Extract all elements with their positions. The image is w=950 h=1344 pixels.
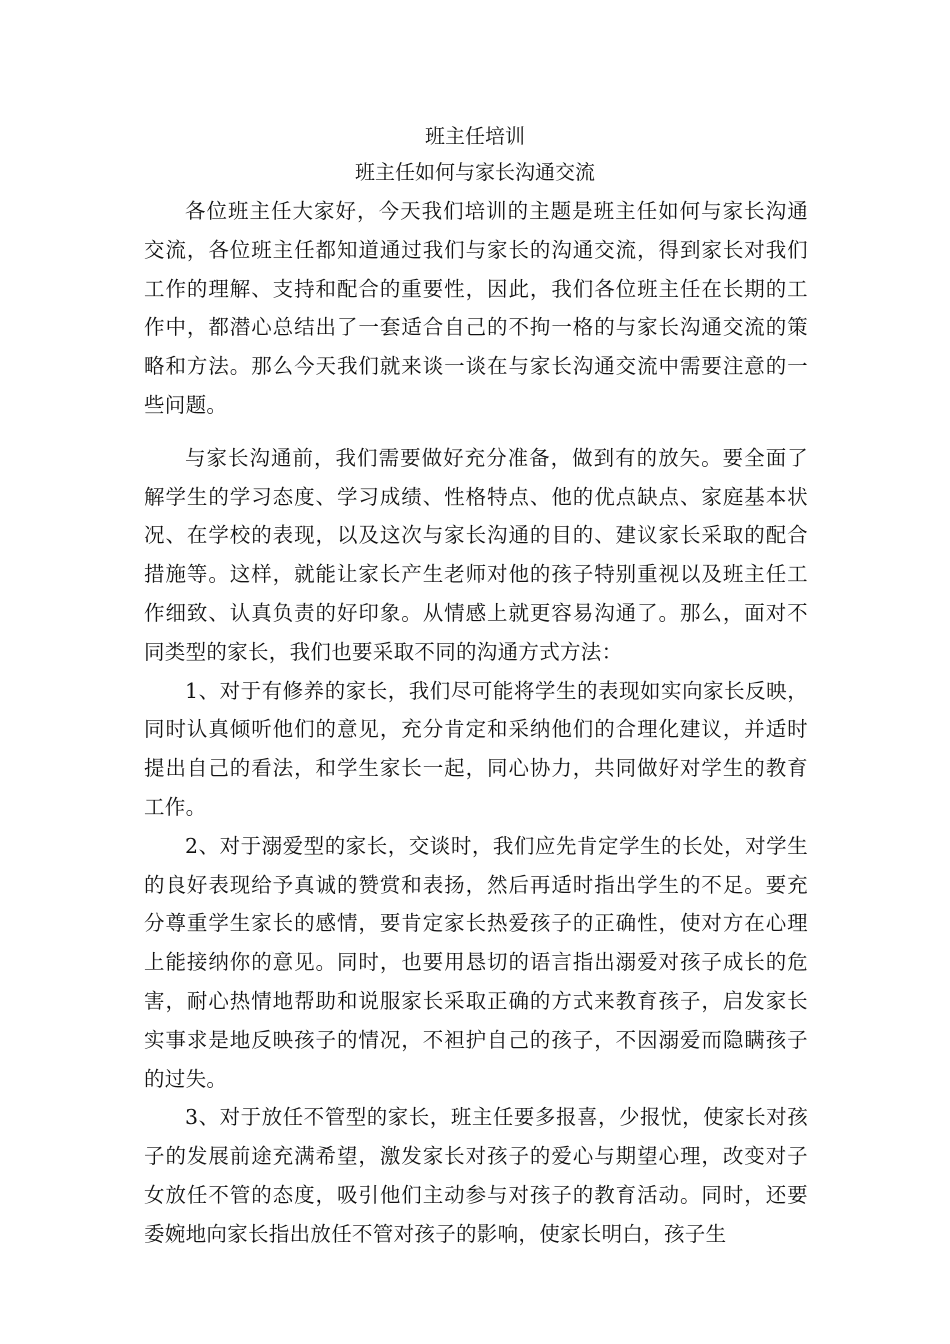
document-subtitle: 班主任如何与家长沟通交流: [355, 160, 595, 184]
paragraph-item-3: 3、对于放任不管型的家长，班主任要多报喜，少报忧，使家长对孩子的发展前途充满希望，激发家长对孩子的爱心与期望心理，改变对子女放任不管的态度，吸引他们主动参与对孩子的教育活动。同时，还要委婉地向家长指出放任不管对孩子的影响，使家长明白，孩子生: [144, 1105, 808, 1246]
paragraph-item-2: 2、对于溺爱型的家长，交谈时，我们应先肯定学生的长处，对学生的良好表现给予真诚的赞赏和表扬，然后再适时指出学生的不足。要充分尊重学生家长的感情，要肯定家长热爱孩子的正确性，使对方在心理上能接纳你的意见。同时，也要用恳切的语言指出溺爱对孩子成长的危害，耐心热情地帮助和说服家长采取正确的方式来教育孩子，启发家长实事求是地反映孩子的情况，不袒护自己的孩子，不因溺爱而隐瞒孩子的过失。: [144, 833, 808, 1091]
document-body: [144, 192, 808, 1254]
document-title: 班主任培训: [425, 124, 525, 148]
paragraph-preparation: 与家长沟通前，我们需要做好充分准备，做到有的放矢。要全面了解学生的学习态度、学习成绩、性格特点、他的优点缺点、家庭基本状况、在学校的表现，以及这次与家长沟通的目的、建议家长采取的配合措施等。这样，就能让家长产生老师对他的孩子特别重视以及班主任工作细致、认真负责的好印象。从情感上就更容易沟通了。那么，面对不同类型的家长，我们也要采取不同的沟通方式方法：: [144, 445, 808, 664]
paragraph-intro: 各位班主任大家好，今天我们培训的主题是班主任如何与家长沟通交流，各位班主任都知道通过我们与家长的沟通交流，得到家长对我们工作的理解、支持和配合的重要性，因此，我们各位班主任在长期的工作中，都潜心总结出了一套适合自己的不拘一格的与家长沟通交流的策略和方法。那么今天我们就来谈一谈在与家长沟通交流中需要注意的一些问题。: [144, 199, 808, 417]
paragraph-item-1: 1、对于有修养的家长，我们尽可能将学生的表现如实向家长反映，同时认真倾听他们的意见，充分肯定和采纳他们的合理化建议，并适时提出自己的看法，和学生家长一起，同心协力，共同做好对学生的教育工作。: [144, 678, 808, 819]
